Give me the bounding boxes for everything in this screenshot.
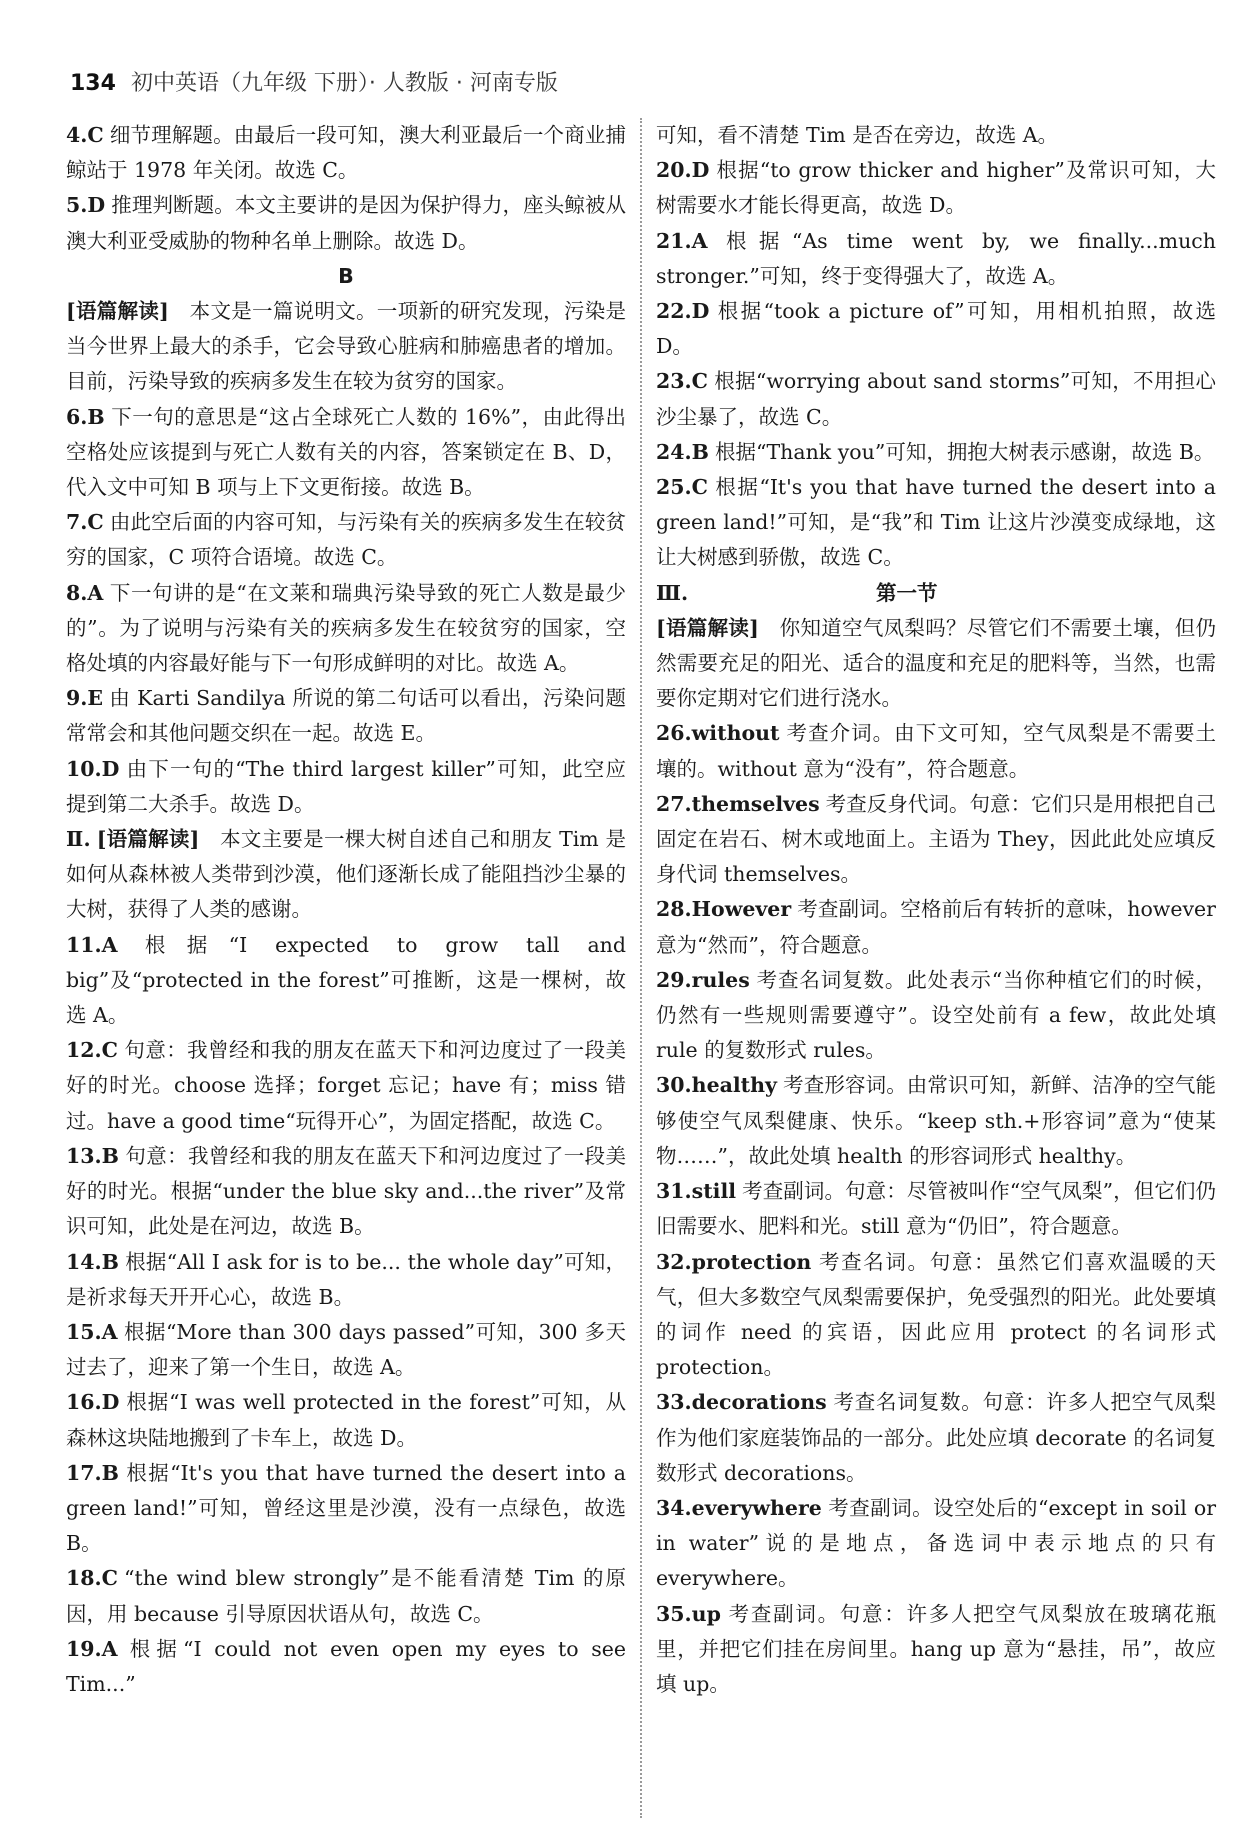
right-column: [656, 118, 1216, 1702]
passage-summary: [656, 611, 1216, 717]
answer-item: [66, 1385, 626, 1455]
answer-item: [656, 1068, 1216, 1174]
answer-label: 24.B: [656, 439, 709, 464]
answer-label: 9.E: [66, 686, 104, 711]
answer-label: 7.C: [66, 510, 104, 535]
part-heading: [656, 576, 1216, 611]
answer-text: 考查名词复数。此处表示“当你种植它们的时候，仍然有一些规则需要遵守”。设空处前有 a few，故此处填 rule 的复数形式 rules。: [656, 967, 1216, 1063]
answer-item: [66, 188, 626, 258]
part-number: Ⅲ.: [656, 580, 689, 605]
part-title: 第一节: [876, 580, 938, 605]
answer-label: Ⅱ.: [66, 827, 91, 852]
answer-item: [656, 716, 1216, 786]
answer-item: [66, 822, 626, 928]
answer-item: [656, 1597, 1216, 1703]
book-title: 初中英语（九年级 下册）· 人教版 · 河南专版: [130, 71, 558, 96]
answer-text: 根据“More than 300 days passed”可知，300 多天过去了，迎来了第一个生日，故选 A。: [66, 1319, 626, 1380]
answer-item: [656, 892, 1216, 962]
answer-text: 句意：我曾经和我的朋友在蓝天下和河边度过了一段美好的时光。根据“under the blue sky and...the river”及常识可知，此处是在河边，故选 B。: [66, 1143, 626, 1239]
answer-label: 11.A: [66, 932, 118, 957]
answer-label: 26.without: [656, 721, 780, 746]
answer-text: 句意：我曾经和我的朋友在蓝天下和河边度过了一段美好的时光。choose 选择；forget 忘记；have 有；miss 错过。have a good time“玩得开心”，为固定搭配，故选 C。: [66, 1038, 626, 1133]
answer-text: 考查形容词。由常识可知，新鲜、洁净的空气能够使空气凤梨健康、快乐。“keep sth.+形容词”意为“使某物……”，故此处填 health 的形容词形式 healthy。: [656, 1073, 1216, 1168]
left-column: [66, 118, 626, 1702]
answer-text: 下一句讲的是“在文莱和瑞典污染导致的死亡人数是最少的”。为了说明与污染有关的疾病多发生在较贫穷的国家，空格处填的内容最好能与下一句形成鲜明的对比。故选 A。: [66, 580, 626, 676]
answer-item: [66, 752, 626, 822]
answer-label: 20.D: [656, 158, 710, 183]
answer-item: [66, 118, 626, 188]
answer-label: 8.A: [66, 580, 104, 605]
answer-label: 32.protection: [656, 1249, 812, 1274]
answer-item: [66, 505, 626, 575]
answer-label: 34.everywhere: [656, 1495, 822, 1520]
answer-label: 30.healthy: [656, 1073, 777, 1098]
answer-item: [656, 963, 1216, 1069]
answer-item: [66, 576, 626, 682]
answer-text: 考查介词。由下文可知，空气凤梨是不需要土壤的。without 意为“没有”，符合题意。: [656, 721, 1216, 781]
answer-text: 根据“I was well protected in the forest”可知，从森林这块陆地搬到了卡车上，故选 D。: [66, 1390, 626, 1450]
page-number: 134: [70, 71, 116, 96]
passage-summary: [66, 294, 626, 400]
answer-item: [656, 364, 1216, 434]
answer-item: [66, 1561, 626, 1631]
answer-label: 35.up: [656, 1601, 721, 1626]
answer-text: 可知，看不清楚 Tim 是否在旁边，故选 A。: [656, 123, 1059, 147]
summary-tag: [语篇解读]: [96, 827, 200, 852]
answer-item: [656, 1174, 1216, 1244]
answer-item: [66, 1315, 626, 1385]
answer-label: 29.rules: [656, 967, 750, 992]
answer-text: 根据“It's you that have turned the desert into a green land!”可知，曾经这里是沙漠，没有一点绿色，故选 B。: [66, 1460, 626, 1556]
answer-label: 10.D: [66, 756, 120, 781]
answer-label: 13.B: [66, 1143, 119, 1168]
answer-label: 15.A: [66, 1319, 118, 1344]
answer-item: [66, 928, 626, 1034]
section-heading: B: [338, 263, 354, 288]
answer-item: [66, 1139, 626, 1245]
answer-label: 23.C: [656, 369, 708, 394]
answer-text: 本文是一篇说明文。一项新的研究发现，污染是当今世界上最大的杀手，它会导致心脏病和肺癌患者的增加。目前，污染导致的疾病多发生在较为贫穷的国家。: [66, 299, 626, 394]
answer-text: 由此空后面的内容可知，与污染有关的疾病多发生在较贫穷的国家，C 项符合语境。故选 C。: [66, 510, 626, 570]
answer-item: [656, 118, 1216, 153]
answer-text: 根据“It's you that have turned the desert into a green land!”可知，是“我”和 Tim 让这片沙漠变成绿地，这让大树感到骄傲，故选 C。: [656, 475, 1216, 570]
answer-item: [656, 787, 1216, 893]
answer-text: 下一句的意思是“这占全球死亡人数的 16%”，由此得出空格处应该提到与死亡人数有关的内容，答案锁定在 B、D，代入文中可知 B 项与上下文更衔接。故选 B。: [66, 404, 626, 500]
answer-text: 考查名词复数。句意：许多人把空气凤梨作为他们家庭装饰品的一部分。此处应填 decorate 的名词复数形式 decorations。: [656, 1390, 1216, 1485]
answer-item: [656, 435, 1216, 470]
answer-item: [656, 224, 1216, 294]
answer-text: 考查副词。设空处后的“except in soil or in water”说的是地点，备选词中表示地点的只有 everywhere。: [656, 1495, 1216, 1591]
answer-text: 根据“Thank you”可知，拥抱大树表示感谢，故选 B。: [715, 439, 1215, 464]
column-divider: [640, 118, 642, 1818]
answer-label: 17.B: [66, 1460, 119, 1485]
answer-text: 细节理解题。由最后一段可知，澳大利亚最后一个商业捕鲸站于 1978 年关闭。故选 C。: [66, 123, 626, 183]
page-header: [70, 66, 558, 97]
answer-label: 16.D: [66, 1390, 120, 1415]
answer-text: 根据“to grow thicker and higher”及常识可知，大树需要水才能长得更高，故选 D。: [656, 158, 1216, 218]
answer-text: 考查副词。空格前后有转折的意味，however 意为“然而”，符合题意。: [656, 897, 1216, 957]
answer-text: “the wind blew strongly”是不能看清楚 Tim 的原因，用 because 引导原因状语从句，故选 C。: [66, 1566, 626, 1626]
answer-item: [656, 470, 1216, 576]
answer-label: 5.D: [66, 193, 106, 218]
answer-item: [656, 153, 1216, 223]
answer-text: 你知道空气凤梨吗？尽管它们不需要土壤，但仍然需要充足的阳光、适合的温度和充足的肥料等，当然，也需要你定期对它们进行浇水。: [656, 615, 1216, 711]
answer-text: 考查名词。句意：虽然它们喜欢温暖的天气，但大多数空气凤梨需要保护，免受强烈的阳光。此处要填的词作 need 的宾语，因此应用 protect 的名词形式 protection。: [656, 1249, 1216, 1380]
answer-label: 28.However: [656, 897, 792, 922]
answer-text: 考查副词。句意：尽管被叫作“空气凤梨”，但它们仍旧需要水、肥料和光。still 意为“仍旧”，符合题意。: [656, 1179, 1216, 1239]
answer-item: [66, 400, 626, 506]
answer-text: 根据“worrying about sand storms”可知，不用担心沙尘暴了，故选 C。: [656, 369, 1216, 429]
answer-label: 4.C: [66, 123, 104, 147]
answer-text: 由下一句的“The third largest killer”可知，此空应提到第二大杀手。故选 D。: [66, 756, 626, 816]
answer-label: 31.still: [656, 1179, 737, 1204]
answer-item: [656, 1491, 1216, 1597]
answer-text: 根据“I expected to grow tall and big”及“protected in the forest”可推断，这是一棵树，故选 A。: [66, 932, 626, 1028]
answer-label: 33.decorations: [656, 1390, 827, 1415]
answer-text: 考查反身代词。句意：它们只是用根把自己固定在岩石、树木或地面上。主语为 They，因此此处应填反身代词 themselves。: [656, 791, 1216, 887]
answer-label: 22.D: [656, 299, 710, 324]
answer-item: [66, 1245, 626, 1315]
answer-text: 由 Karti Sandilya 所说的第二句话可以看出，污染问题常常会和其他问题交织在一起。故选 E。: [66, 686, 626, 746]
answer-item: [656, 1245, 1216, 1386]
answer-text: 根据“I could not even open my eyes to see Tim...”: [66, 1636, 626, 1696]
answer-label: 27.themselves: [656, 791, 820, 816]
answer-text: 根据“took a picture of”可知，用相机拍照，故选 D。: [656, 299, 1216, 359]
answer-label: 14.B: [66, 1249, 119, 1274]
answer-label: 19.A: [66, 1636, 118, 1661]
answer-text: 推理判断题。本文主要讲的是因为保护得力，座头鲸被从澳大利亚受威胁的物种名单上删除。故选 D。: [66, 193, 626, 253]
summary-tag: [语篇解读]: [656, 615, 759, 640]
answer-item: [66, 1033, 626, 1139]
answer-text: 本文主要是一棵大树自述自己和朋友 Tim 是如何从森林被人类带到沙漠，他们逐渐长成了能阻挡沙尘暴的大树，获得了人类的感谢。: [66, 827, 627, 922]
answer-text: 考查副词。句意：许多人把空气凤梨放在玻璃花瓶里，并把它们挂在房间里。hang up 意为“悬挂，吊”，故应填 up。: [656, 1601, 1216, 1696]
answer-item: [66, 681, 626, 751]
answer-label: 21.A: [656, 228, 708, 253]
answer-item: [66, 1456, 626, 1562]
answer-item: [66, 1632, 626, 1702]
answer-item: [656, 1385, 1216, 1491]
summary-tag: [语篇解读]: [66, 299, 169, 324]
answer-label: 25.C: [656, 475, 708, 500]
answer-text: 根据“As time went by, we finally...much stronger.”可知，终于变得强大了，故选 A。: [656, 228, 1216, 288]
answer-label: 18.C: [66, 1566, 118, 1591]
answer-text: 根据“All I ask for is to be... the whole day”可知，是祈求每天开开心心，故选 B。: [66, 1249, 626, 1309]
answer-label: 6.B: [66, 404, 105, 429]
answer-item: [656, 294, 1216, 364]
answer-label: 12.C: [66, 1038, 118, 1063]
